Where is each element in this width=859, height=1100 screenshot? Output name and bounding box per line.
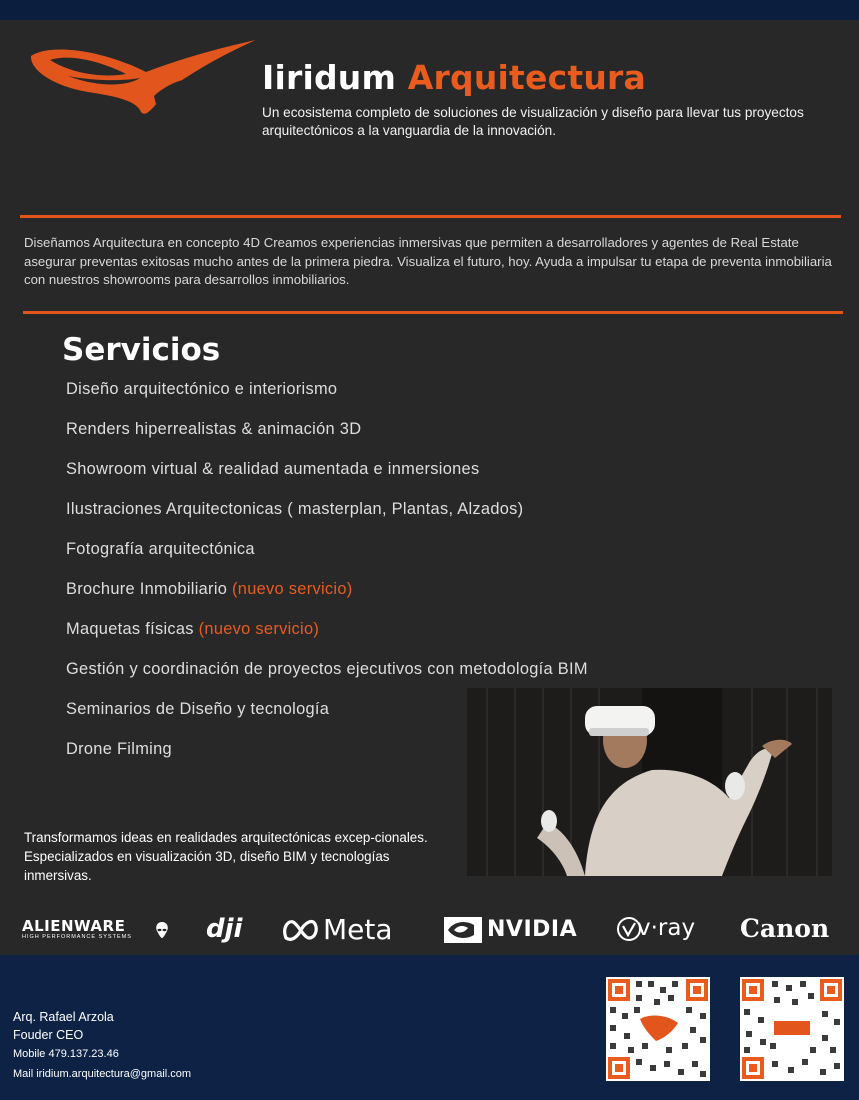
service-item: Gestión y coordinación de proyectos ejecutivos con metodología BIM (66, 660, 588, 678)
alienware-logo: ALIENWARE HIGH PERFORMANCE SYSTEMS (22, 917, 132, 940)
transform-paragraph: Transformamos ideas en realidades arquitectónicas excep-cionales. Especializados en visualización 3D, diseño BIM y tecnologías inmersivas. (24, 830, 428, 883)
contact-mobile: Mobile 479.137.23.46 (13, 1048, 119, 1060)
meta-infinity-icon (282, 918, 320, 942)
service-item: Renders hiperrealistas & animación 3D (66, 420, 362, 438)
service-item: Showroom virtual & realidad aumentada e inmersiones (66, 460, 480, 478)
service-item: Maquetas físicas (nuevo servicio) (66, 620, 320, 638)
contact-mail: Mail iridium.arquitectura@gmail.com (13, 1068, 192, 1080)
canon-logo: Canon (740, 914, 830, 943)
service-item: Fotografía arquitectónica (66, 540, 255, 558)
vr-photo (467, 688, 832, 876)
divider-top (20, 215, 841, 218)
service-item: Diseño arquitectónico e interiorismo (66, 380, 338, 398)
brand-logos (0, 905, 859, 955)
nvidia-logo: NVIDIA (487, 917, 578, 942)
brand-title (262, 58, 646, 97)
service-item: Drone Filming (66, 740, 172, 758)
service-item: Brochure Inmobiliario (nuevo servicio) (66, 580, 353, 598)
qr-code-icon[interactable] (606, 977, 710, 1081)
new-service-badge: (nuevo servicio) (232, 580, 353, 598)
vray-logo: v·ray (637, 915, 696, 941)
service-item: Seminarios de Diseño y tecnología (66, 700, 330, 718)
nvidia-eye-icon (444, 917, 482, 943)
intro-paragraph: Diseñamos Arquitectura en concepto 4D Creamos experiencias inmersivas que permiten a desarrolladores y agentes de Real Estate asegurar preventas exitosas mucho antes de la primera piedra. Visualiza el futuro, hoy. Ayuda a impulsar tu etapa de preventa inmobiliaria con nuestros showrooms para desarrollos inmobiliarios. (24, 235, 832, 287)
services-title: Servicios (62, 332, 221, 368)
contact-name: Arq. Rafael Arzola (13, 1010, 114, 1024)
qr-code-icon[interactable] (740, 977, 844, 1081)
service-item: Ilustraciones Arquitectonicas ( masterplan, Plantas, Alzados) (66, 500, 524, 518)
new-service-badge: (nuevo servicio) (198, 620, 320, 638)
top-bar (0, 0, 859, 20)
dji-logo: dji (206, 914, 243, 944)
footer (0, 955, 859, 1100)
meta-logo: Meta (323, 913, 393, 946)
contact-role: Fouder CEO (13, 1028, 84, 1042)
brand-name: Iiridum (262, 58, 397, 97)
brand-logo (28, 38, 258, 120)
tagline: Un ecosistema completo de soluciones de visualización y diseño para llevar tus proyectos arquitectónicos a la vanguardia de la innovación. (262, 105, 804, 138)
brand-accent: Arquitectura (407, 58, 646, 97)
alien-head-icon (155, 922, 169, 938)
divider-bottom (23, 311, 843, 314)
